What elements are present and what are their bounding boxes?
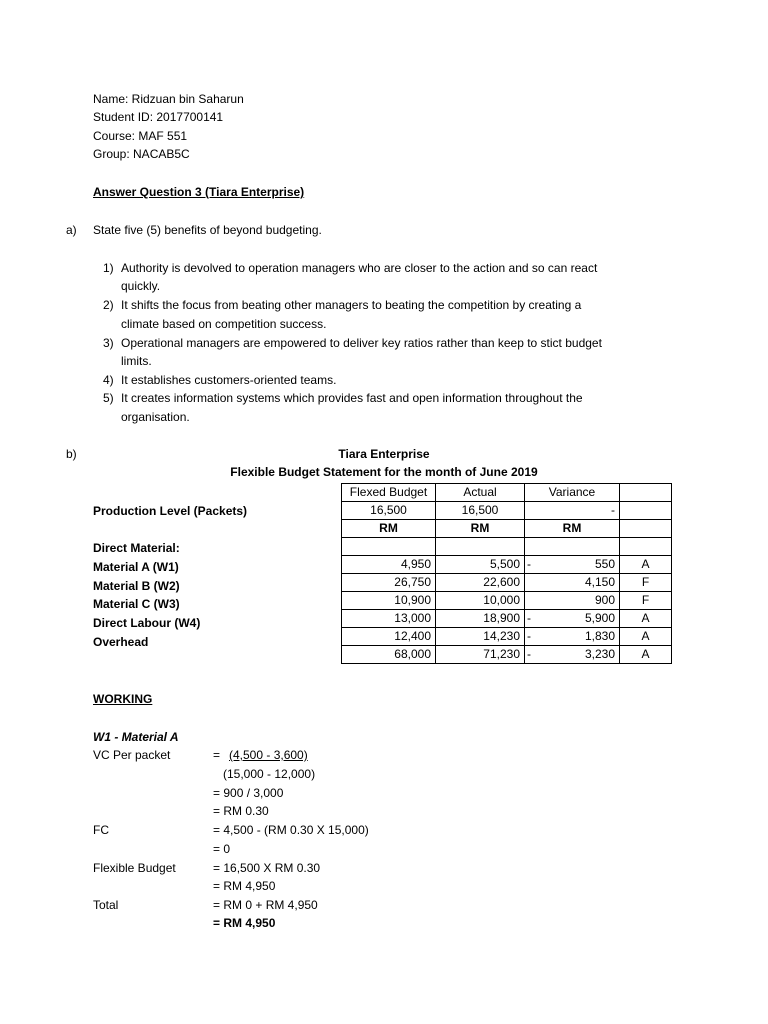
table-row — [342, 555, 672, 573]
cell-fa: A — [620, 555, 672, 573]
variance-value: 550 — [594, 556, 615, 571]
cell-actual: 16,500 — [436, 502, 525, 520]
working-heading: WORKING — [93, 692, 153, 706]
cell-variance — [525, 627, 620, 645]
row-label: Material C (W3) — [93, 597, 180, 611]
table-total-row — [342, 645, 672, 663]
cell-flexed: 16,500 — [342, 502, 436, 520]
list-item: It creates information systems which provides fast and open information throughout the — [121, 391, 583, 405]
header-fa — [620, 484, 672, 502]
cell-fa: A — [620, 609, 672, 627]
variance-value: 900 — [594, 592, 615, 607]
student-name: Name: Ridzuan bin Saharun — [93, 92, 244, 106]
vc-step: = RM 0.30 — [213, 804, 269, 818]
cell-actual-total: 71,230 — [436, 645, 525, 663]
variance-value: 3,230 — [584, 646, 615, 661]
total-label: Total — [93, 898, 119, 912]
table-row — [342, 520, 672, 538]
cell-fa: F — [620, 573, 672, 591]
list-item-continuation: organisation. — [121, 410, 190, 424]
table-row — [342, 591, 672, 609]
negative-sign: - — [527, 646, 531, 661]
fc-step: = 0 — [213, 842, 231, 856]
cell-fa — [620, 502, 672, 520]
cell-fa — [620, 538, 672, 556]
table-header-row — [342, 484, 672, 502]
w1-title: W1 - Material A — [93, 730, 179, 744]
cell-fa-total: A — [620, 645, 672, 663]
table-row — [342, 538, 672, 556]
flexible-budget-label: Flexible Budget — [93, 861, 176, 875]
cell-variance — [525, 538, 620, 556]
vc-numerator: (4,500 - 3,600) — [229, 748, 308, 762]
negative-sign: - — [527, 610, 531, 625]
cell-variance: - — [525, 502, 620, 520]
row-label: Direct Labour (W4) — [93, 616, 201, 630]
cell-flexed: 13,000 — [342, 609, 436, 627]
cell-actual — [436, 538, 525, 556]
cell-fa — [620, 520, 672, 538]
list-item-continuation: quickly. — [121, 279, 161, 293]
cell-actual: 5,500 — [436, 555, 525, 573]
cell-flexed: 4,950 — [342, 555, 436, 573]
list-item-continuation: limits. — [121, 354, 152, 368]
cell-unit: RM — [342, 520, 436, 538]
cell-variance — [525, 591, 620, 609]
cell-unit: RM — [436, 520, 525, 538]
cell-variance — [525, 609, 620, 627]
list-item-number: 1) — [103, 261, 114, 275]
table-row — [342, 627, 672, 645]
table-row — [342, 609, 672, 627]
cell-fa: A — [620, 627, 672, 645]
row-label: Material A (W1) — [93, 560, 179, 574]
statement-company: Tiara Enterprise — [338, 447, 430, 461]
part-b-label: b) — [66, 447, 77, 461]
list-item-continuation: climate based on competition success. — [121, 317, 327, 331]
vc-denominator: (15,000 - 12,000) — [223, 767, 316, 781]
total-result: = RM 4,950 — [213, 916, 276, 930]
vc-label: VC Per packet — [93, 748, 171, 762]
statement-title: Flexible Budget Statement for the month of June 2019 — [230, 465, 538, 479]
answer-heading: Answer Question 3 (Tiara Enterprise) — [93, 185, 305, 199]
cell-actual: 14,230 — [436, 627, 525, 645]
flexible-budget-step: = RM 4,950 — [213, 879, 276, 893]
variance-value: 5,900 — [584, 610, 615, 625]
table-row — [342, 573, 672, 591]
fc-step: = 4,500 - (RM 0.30 X 15,000) — [213, 823, 369, 837]
list-item: It establishes customers-oriented teams. — [121, 373, 337, 387]
row-label: Overhead — [93, 635, 149, 649]
part-a-question: State five (5) benefits of beyond budgeting. — [93, 223, 322, 237]
list-item: It shifts the focus from beating other managers to beating the competition by creating a — [121, 298, 582, 312]
total-step: = RM 0 + RM 4,950 — [213, 898, 318, 912]
list-item-number: 5) — [103, 391, 114, 405]
student-id: Student ID: 2017700141 — [93, 110, 224, 124]
group: Group: NACAB5C — [93, 147, 190, 161]
vc-step: = 900 / 3,000 — [213, 786, 284, 800]
cell-actual: 18,900 — [436, 609, 525, 627]
table-row — [342, 502, 672, 520]
variance-value: 1,830 — [584, 628, 615, 643]
list-item: Operational managers are empowered to deliver key ratios rather than keep to stict budget — [121, 336, 602, 350]
part-a-label: a) — [66, 223, 77, 237]
cell-flexed — [342, 538, 436, 556]
direct-material-label: Direct Material: — [93, 541, 180, 555]
list-item-number: 2) — [103, 298, 114, 312]
cell-variance-total — [525, 645, 620, 663]
flexible-budget-table — [341, 483, 672, 664]
list-item: Authority is devolved to operation managers who are closer to the action and so can react — [121, 261, 598, 275]
fc-label: FC — [93, 823, 109, 837]
cell-flexed: 12,400 — [342, 627, 436, 645]
cell-variance — [525, 555, 620, 573]
cell-fa: F — [620, 591, 672, 609]
vc-equals: = — [213, 748, 221, 762]
cell-flexed: 26,750 — [342, 573, 436, 591]
row-label: Material B (W2) — [93, 579, 180, 593]
negative-sign: - — [527, 628, 531, 643]
cell-flexed-total: 68,000 — [342, 645, 436, 663]
list-item-number: 4) — [103, 373, 114, 387]
cell-actual: 22,600 — [436, 573, 525, 591]
cell-variance — [525, 573, 620, 591]
variance-value: 4,150 — [584, 574, 615, 589]
negative-sign: - — [527, 556, 531, 571]
course: Course: MAF 551 — [93, 129, 188, 143]
header-variance: Variance — [525, 484, 620, 502]
header-flexed-budget: Flexed Budget — [342, 484, 436, 502]
cell-unit: RM — [525, 520, 620, 538]
cell-actual: 10,000 — [436, 591, 525, 609]
header-actual: Actual — [436, 484, 525, 502]
production-level-label: Production Level (Packets) — [93, 504, 248, 518]
list-item-number: 3) — [103, 336, 114, 350]
cell-flexed: 10,900 — [342, 591, 436, 609]
flexible-budget-step: = 16,500 X RM 0.30 — [213, 861, 321, 875]
